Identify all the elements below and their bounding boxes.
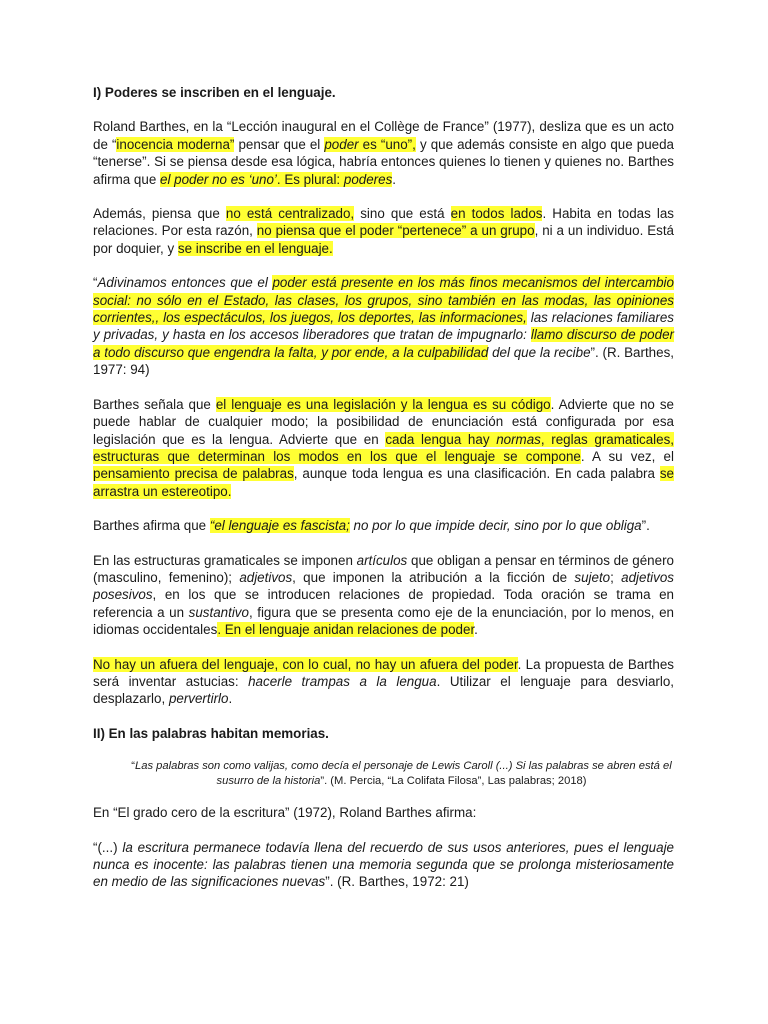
text-run: ”. (M. Percia, “La Colifata Filosa”, Las palabras; 2018) [320,775,587,788]
text-run: la escritura permanece todavía llena del recuerdo de sus usos anteriores, pues el lenguaje nunca es inocente: las palabras tienen una memoria segunda que se prolonga misteriosamente en medio de las significaciones nuevas [93,839,675,890]
highlighted-text: se inscribe en el lenguaje. [177,240,333,256]
text-run: . La propuesta de Barthes será inventar astucias: [93,656,674,689]
text-run: del que la recibe [488,344,591,360]
text-run: las relaciones familiares y privadas, y hasta en los accesos liberadores que tratan de impugnarlo: [93,310,674,343]
epigraph-quote [129,759,674,789]
highlighted-text: pensamiento precisa de palabras [93,466,294,482]
highlighted-text: , reglas gramaticales, estructuras que determinan los modos en los que el lenguaje se compone [93,431,675,464]
text-run: hacerle trampas a la lengua [248,673,437,689]
section-2-heading: II) En las palabras habitan memorias. [93,725,329,741]
highlighted-text: no está centralizado, [225,206,355,222]
text-run: , ni a un individuo. Está por doquier, y [93,223,674,256]
text-run: no por lo que impide decir, sino por lo que obliga [349,518,642,534]
text-run: . [392,171,397,187]
text-run: “(...) [93,839,123,855]
highlighted-text: poder está presente en los más finos mecanismos del intercambio social: no sólo en el Estado, las clases, los grupos, sino también en las modas, las opiniones corrientes,, los espectáculos, los juegos, los deportes, las informaciones, [93,275,674,326]
section-1-heading: I) Poderes se inscriben en el lenguaje. [93,85,336,100]
text-run: , en los que se introducen relaciones de propiedad. Toda oración se trama en referencia a un [93,587,674,620]
paragraph [93,517,674,534]
text-run: Barthes afirma que [93,518,210,534]
text-run: , que imponen la atribución a la ficción de [292,569,575,585]
paragraph [93,804,674,821]
highlighted-text: cada lengua hay [385,431,497,447]
block-quote [93,274,674,378]
text-run: ”. (R. Barthes, 1977: 94) [93,344,674,378]
text-run: . Advierte que no se puede hablar de cualquier modo; la posibilidad de enunciación está configurada por esa legislación que es la lengua. Advierte que en [93,396,674,447]
text-run: sustantivo [188,604,249,620]
highlighted-text: el poder no es ‘uno’ [160,171,277,187]
text-run: . [228,691,233,707]
highlighted-text: en todos lados [450,206,543,222]
text-run: . Utilizar el lenguaje para desviarlo, desplazarlo, [93,673,674,707]
highlighted-text: es “uno”, [358,136,416,152]
text-run: . Habita en todas las relaciones. Por esta razón, [93,206,674,239]
highlighted-text: poderes [343,171,393,187]
text-run: y que además consiste en algo que pueda “tenerse”. Si se piensa desde esa lógica, habría entonces quienes lo tienen y quienes no. Barthes afirma que [93,136,674,187]
block-quote [93,839,674,891]
paragraph [93,656,674,708]
text-run: pensar que el [234,136,325,152]
highlighted-text: no piensa que el poder “pertenece” a un grupo [256,223,535,239]
text-run: . [474,622,478,638]
text-run: adjetivos posesivos [93,569,674,603]
text-run: Además, piensa que [93,206,226,222]
text-run: Roland Barthes, en la “Lección inaugural en el Collège de France” (1977), desliza que es un acto de “ [93,119,674,152]
highlighted-text: llamo discurso de poder a todo discurso que engendra la falta, y por ende, a la culpabilidad [93,327,674,360]
highlighted-text: se arrastra un estereotipo. [93,466,674,499]
text-run: ”. (R. Barthes, 1972: 21) [325,874,469,890]
highlighted-text: poder [324,136,359,152]
highlighted-text: el lenguaje es una legislación y la lengua es su código [215,396,551,412]
text-run: En las estructuras gramaticales se imponen [93,552,357,568]
highlighted-text: normas [496,431,541,447]
text-run: artículos [356,552,408,568]
highlighted-text: “el lenguaje es fascista; [209,518,350,534]
text-run: sujeto [574,569,611,585]
text-run: Las palabras son como valijas, como decía el personaje de Lewis Caroll (...) Si las palabras se abren está el susurro de la historia [135,760,672,788]
text-run: . A su vez, el [580,448,674,464]
highlighted-text: . Es plural: [276,171,344,187]
text-run: Barthes señala que [93,396,216,412]
paragraph [93,396,674,500]
highlighted-text: No hay un afuera del lenguaje, con lo cual, no hay un afuera del poder [93,656,518,672]
highlighted-text: inocencia moderna” [116,136,235,152]
paragraph [93,118,674,188]
document-page [93,84,674,908]
text-run: “ [131,760,136,773]
text-run: “ [93,275,98,291]
text-run: que obligan a pensar en términos de género (masculino, femenino); [93,552,674,585]
text-run: adjetivos [239,569,293,585]
text-run: , aunque toda lengua es una clasificación. En cada palabra [293,466,660,482]
text-run: pervertirlo [168,691,229,707]
text-run: sino que está [354,206,451,222]
text-run: Adivinamos entonces que el [97,275,273,291]
text-run: , figura que se presenta como eje de la enunciación, por lo menos, en idiomas occidentales [93,604,674,638]
paragraph [93,552,674,639]
text-run: ; [610,569,622,585]
text-run: En “El grado cero de la escritura” (1972), Roland Barthes afirma: [93,805,477,821]
highlighted-text: . En el lenguaje anidan relaciones de poder [217,622,475,638]
paragraph [93,205,674,257]
text-run: ”. [641,518,650,534]
